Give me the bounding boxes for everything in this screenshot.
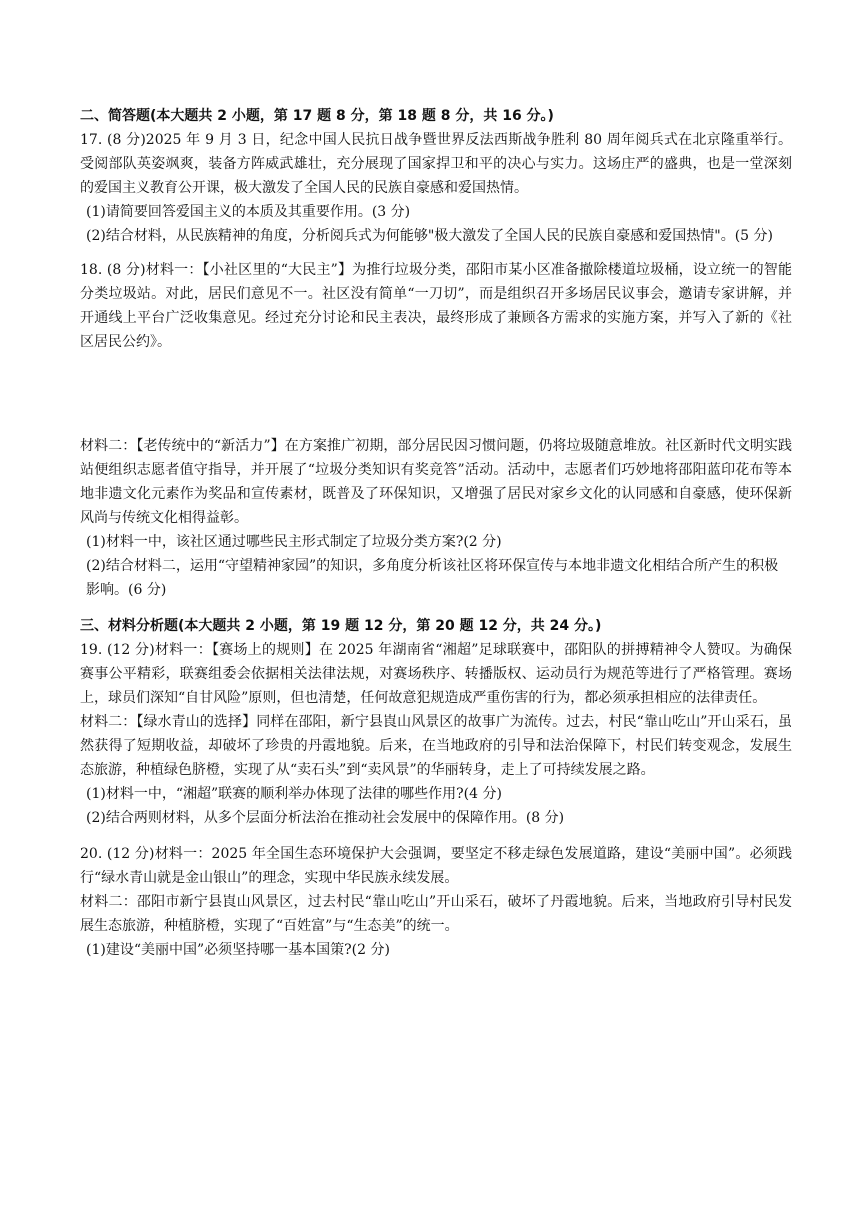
question-18-part-1: (1)材料一中，该社区通过哪些民主形式制定了垃圾分类方案?(2 分) xyxy=(86,534,502,550)
spacer xyxy=(80,602,792,614)
section-3-heading: 三、材料分析题(本大题共 2 小题，第 19 题 12 分，第 20 题 12 分，共 24 分。) xyxy=(80,618,602,634)
question-20-material-2: 材料二：邵阳市新宁县崀山风景区，过去村民“靠山吃山”开山采石，破坏了丹霞地貌。后来，当地政府引导村民发展生态旅游，种植脐橙，实现了“百姓富”与“生态美”的统一。 xyxy=(80,894,792,934)
section-2-heading: 二、简答题(本大题共 2 小题，第 17 题 8 分，第 18 题 8 分，共 16 分。) xyxy=(80,108,554,124)
question-19-material-1: 19. (12 分)材料一：【赛场上的规则】在 2025 年湖南省“湘超”足球联赛中，邵阳队的拼搏精神令人赞叹。为确保赛事公平精彩，联赛组委会依据相关法律法规，对赛场秩序、转播版权、运动员行为规范等进行了严格管理。赛场上，球员们深知“自甘风险”原则，但也清楚，任何故意犯规造成严重伤害的行为，都必须承担相应的法律责任。 xyxy=(80,642,792,706)
question-18-material-2: 材料二：【老传统中的“新活力”】在方案推广初期，部分居民因习惯问题，仍将垃圾随意堆放。社区新时代文明实践站便组织志愿者值守指导，并开展了“垃圾分类知识有奖竞答”活动。活动中，志愿者们巧妙地将邵阳蓝印花布等本地非遗文化元素作为奖品和宣传素材，既普及了环保知识，又增强了居民对家乡文化的认同感和自豪感，使环保新风尚与传统文化相得益彰。 xyxy=(80,438,792,526)
question-18-material-1: 18. (8 分)材料一：【小社区里的“大民主”】为推行垃圾分类，邵阳市某小区准备撤除楼道垃圾桶，设立统一的智能分类垃圾站。对此，居民们意见不一。社区没有简单“一刀切”，而是组织召开多场居民议事会，邀请专家讲解，并开通线上平台广泛收集意见。经过充分讨论和民主表决，最终形成了兼顾各方需求的实施方案，并写入了新的《社区居民公约》。 xyxy=(80,262,792,350)
question-20-part-1: (1)建设“美丽中国”必须坚持哪一基本国策?(2 分) xyxy=(86,942,390,958)
question-19-material-2: 材料二：【绿水青山的选择】同样在邵阳，新宁县崀山风景区的故事广为流传。过去，村民“靠山吃山”开山采石，虽然获得了短期收益，却破坏了珍贵的丹霞地貌。后来，在当地政府的引导和法治保障下，村民们转变观念，发展生态旅游，种植绿色脐橙，实现了从“卖石头”到“卖风景”的华丽转身，走上了可持续发展之路。 xyxy=(80,714,792,778)
question-17-part-1: (1)请简要回答爱国主义的本质及其重要作用。(3 分) xyxy=(86,204,411,220)
question-20-material-1: 20. (12 分)材料一：2025 年全国生态环境保护大会强调，要坚定不移走绿色发展道路，建设“美丽中国”。必须践行“绿水青山就是金山银山”的理念，实现中华民族永续发展。 xyxy=(80,846,792,886)
question-17-stem: 17. (8 分)2025 年 9 月 3 日，纪念中国人民抗日战争暨世界反法西斯战争胜利 80 周年阅兵式在北京隆重举行。受阅部队英姿飒爽，装备方阵威武雄壮，充分展现了国家捍卫和平的决心与实力。这场庄严的盛典，也是一堂深刻的爱国主义教育公开课，极大激发了全国人民的民族自豪感和爱国热情。 xyxy=(80,132,792,196)
question-19-part-1: (1)材料一中，“湘超”联赛的顺利举办体现了法律的哪些作用?(4 分) xyxy=(86,786,502,802)
question-17-part-2: (2)结合材料，从民族精神的角度，分析阅兵式为何能够"极大激发了全国人民的民族自豪感和爱国热情"。(5 分) xyxy=(86,228,773,244)
answer-space xyxy=(80,354,792,434)
question-19-part-2: (2)结合两则材料，从多个层面分析法治在推动社会发展中的保障作用。(8 分) xyxy=(86,810,565,826)
spacer xyxy=(80,248,792,258)
exam-page xyxy=(80,104,792,962)
spacer xyxy=(80,830,792,842)
question-18-part-2: (2)结合材料二，运用“守望精神家园”的知识，多角度分析该社区将环保宣传与本地非遗文化相结合所产生的积极影响。(6 分) xyxy=(86,558,779,598)
